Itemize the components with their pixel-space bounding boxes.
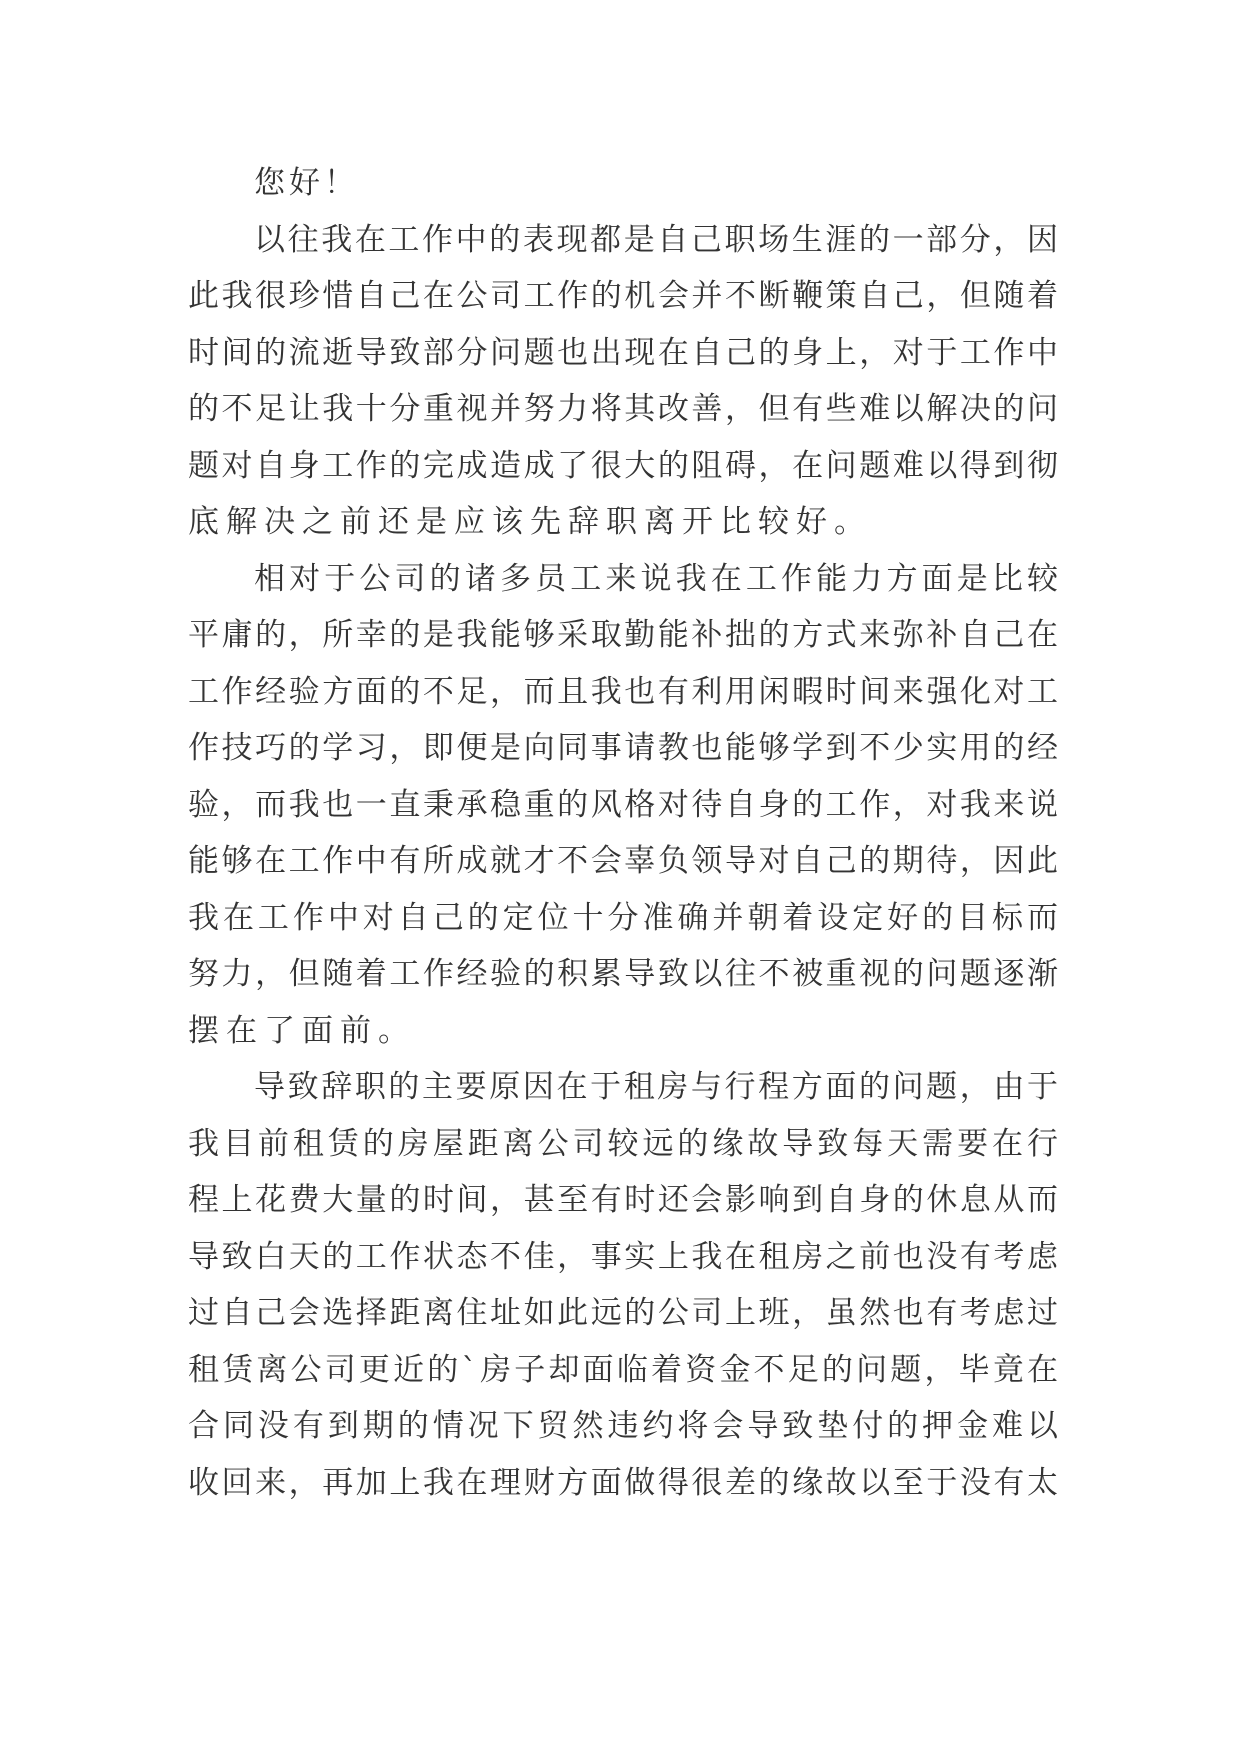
paragraph-line: 合同没有到期的情况下贸然违约将会导致垫付的押金难以 [188, 1408, 1058, 1444]
paragraph-line: 平庸的，所幸的是我能够采取勤能补拙的方式来弥补自己在 [188, 617, 1058, 653]
paragraph-1 [188, 212, 1058, 551]
paragraph-line: 底解决之前还是应该先辞职离开比较好。 [188, 504, 872, 540]
paragraph-3 [188, 1059, 1058, 1511]
paragraph-line: 验，而我也一直秉承稳重的风格对待自身的工作，对我来说 [188, 786, 1058, 823]
paragraph-2 [188, 551, 1058, 1060]
paragraph-line: 题对自身工作的完成造成了很大的阻碍，在问题难以得到彻 [188, 447, 1058, 484]
paragraph-line: 我在工作中对自己的定位十分准确并朝着设定好的目标而 [188, 899, 1058, 936]
paragraph-line: 导致白天的工作状态不佳，事实上我在租房之前也没有考虑 [188, 1238, 1058, 1275]
paragraph-line: 程上花费大量的时间，甚至有时还会影响到自身的休息从而 [188, 1182, 1058, 1218]
paragraph-line: 导致辞职的主要原因在于租房与行程方面的问题，由于 [254, 1069, 1058, 1105]
paragraph-line: 努力，但随着工作经验的积累导致以往不被重视的问题逐渐 [188, 956, 1058, 992]
paragraph-line: 工作经验方面的不足，而且我也有利用闲暇时间来强化对工 [188, 673, 1058, 710]
paragraph-line: 的不足让我十分重视并努力将其改善，但有些难以解决的问 [188, 391, 1058, 427]
greeting-line: 您好！ [254, 165, 359, 201]
letter-body [188, 155, 1058, 1511]
paragraph-line: 过自己会选择距离住址如此远的公司上班，虽然也有考虑过 [188, 1295, 1058, 1331]
paragraph-line: 租赁离公司更近的`房子却面临着资金不足的问题，毕竟在 [188, 1351, 1058, 1388]
paragraph-line: 能够在工作中有所成就才不会辜负领导对自己的期待，因此 [188, 843, 1058, 879]
paragraph-line: 此我很珍惜自己在公司工作的机会并不断鞭策自己，但随着 [188, 278, 1058, 314]
paragraph-line: 相对于公司的诸多员工来说我在工作能力方面是比较 [254, 560, 1058, 597]
paragraph-line: 以往我在工作中的表现都是自己职场生涯的一部分，因 [254, 221, 1058, 258]
paragraph-line: 作技巧的学习，即便是向同事请教也能够学到不少实用的经 [188, 730, 1058, 766]
paragraph-line: 收回来，再加上我在理财方面做得很差的缘故以至于没有太 [188, 1464, 1058, 1501]
paragraph-line: 摆在了面前。 [188, 1012, 416, 1049]
paragraph-line: 时间的流逝导致部分问题也出现在自己的身上，对于工作中 [188, 334, 1058, 371]
paragraph-line: 我目前租赁的房屋距离公司较远的缘故导致每天需要在行 [188, 1125, 1058, 1162]
